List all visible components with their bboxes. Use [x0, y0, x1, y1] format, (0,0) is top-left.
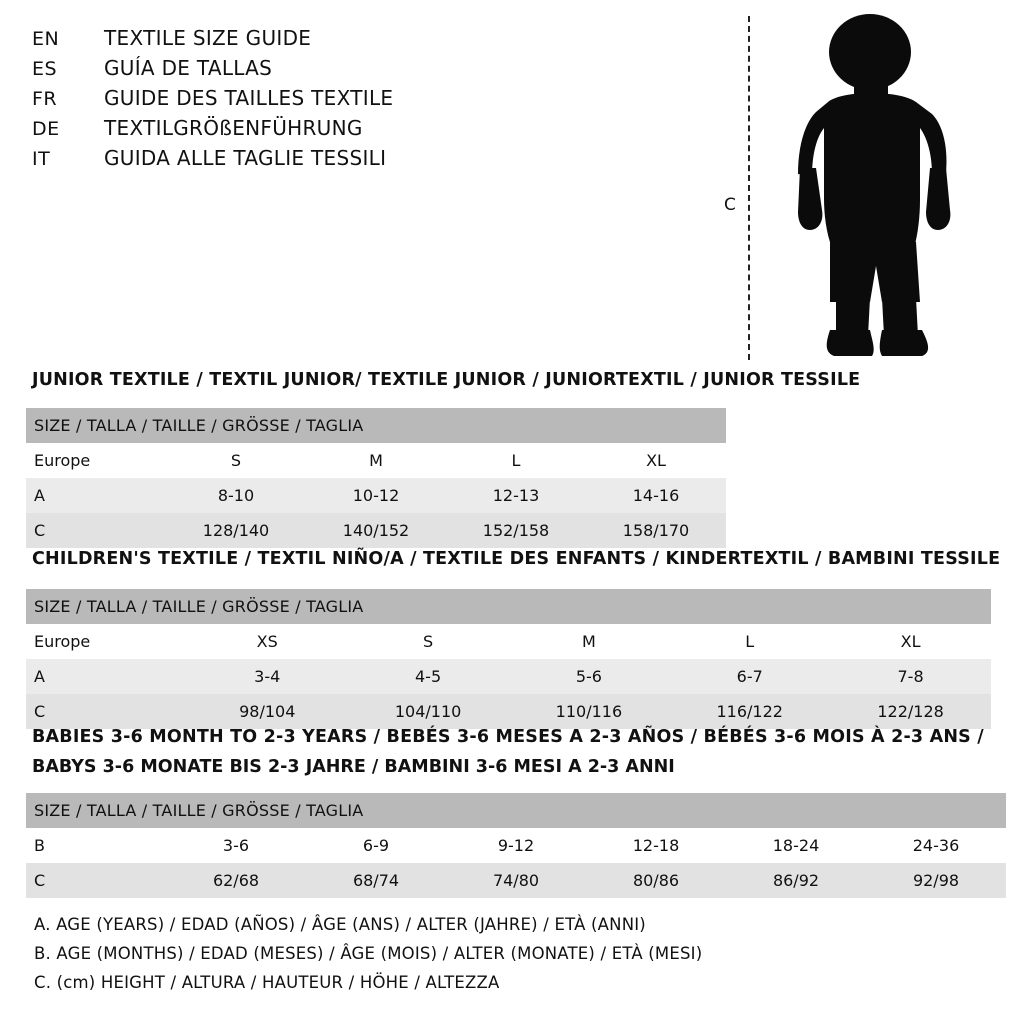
cell-value: 3-4 [187, 659, 348, 694]
row-label: B [26, 828, 166, 863]
cell-value: 86/92 [726, 863, 866, 898]
section-title-babies-line2: BABYS 3-6 MONATE BIS 2-3 JAHRE / BAMBINI 3-6 MESI A 2-3 ANNI [32, 757, 675, 777]
cell-value: 104/110 [348, 694, 509, 729]
cell-value: 5-6 [508, 659, 669, 694]
legend-line-c: C. (cm) HEIGHT / ALTURA / HAUTEUR / HÖHE / ALTEZZA [34, 973, 500, 992]
table-header-label: SIZE / TALLA / TAILLE / GRÖSSE / TAGLIA [26, 793, 1006, 828]
row-label: Europe [26, 443, 166, 478]
cell-value: 74/80 [446, 863, 586, 898]
cell-value: 12-13 [446, 478, 586, 513]
cell-value: 62/68 [166, 863, 306, 898]
cell-value: 152/158 [446, 513, 586, 548]
table-row [26, 863, 1006, 898]
row-label: Europe [26, 624, 187, 659]
cell-value: 140/152 [306, 513, 446, 548]
cell-value: 18-24 [726, 828, 866, 863]
section-title-children: CHILDREN'S TEXTILE / TEXTIL NIÑO/A / TEXTILE DES ENFANTS / KINDERTEXTIL / BAMBINI TESSILE [32, 549, 1001, 569]
cell-value: 6-9 [306, 828, 446, 863]
table-row [26, 513, 726, 548]
row-label: C [26, 513, 166, 548]
language-row [32, 26, 592, 56]
height-dashed-line [748, 16, 750, 360]
cell-value: 128/140 [166, 513, 306, 548]
language-row [32, 86, 592, 116]
cell-value: 158/170 [586, 513, 726, 548]
cell-value: 6-7 [669, 659, 830, 694]
cell-value: 12-18 [586, 828, 726, 863]
cell-value: 14-16 [586, 478, 726, 513]
language-row [32, 146, 592, 176]
cell-value: 98/104 [187, 694, 348, 729]
language-title: GUÍA DE TALLAS [104, 56, 273, 80]
cell-value: 9-12 [446, 828, 586, 863]
row-label: A [26, 478, 166, 513]
cell-value: S [348, 624, 509, 659]
language-title: GUIDA ALLE TAGLIE TESSILI [104, 146, 387, 170]
table-header-label: SIZE / TALLA / TAILLE / GRÖSSE / TAGLIA [26, 408, 726, 443]
cell-value: 80/86 [586, 863, 726, 898]
section-title-junior: JUNIOR TEXTILE / TEXTIL JUNIOR/ TEXTILE JUNIOR / JUNIORTEXTIL / JUNIOR TESSILE [32, 370, 861, 390]
section-title-babies: BABIES 3-6 MONTH TO 2-3 YEARS / BEBÉS 3-6 MESES A 2-3 AÑOS / BÉBÉS 3-6 MOIS À 2-3 ANS / [32, 727, 984, 747]
table-row [26, 694, 991, 729]
cell-value: L [446, 443, 586, 478]
language-code: ES [32, 58, 58, 80]
cell-value: 116/122 [669, 694, 830, 729]
table-row [26, 624, 991, 659]
cell-value: 10-12 [306, 478, 446, 513]
children-size-table [26, 589, 991, 729]
cell-value: 8-10 [166, 478, 306, 513]
cell-value: L [669, 624, 830, 659]
language-row [32, 56, 592, 86]
table-row [26, 659, 991, 694]
junior-size-table [26, 408, 726, 548]
cell-value: 3-6 [166, 828, 306, 863]
cell-value: 122/128 [830, 694, 991, 729]
language-code: EN [32, 28, 60, 50]
language-code: IT [32, 148, 51, 170]
language-title-block [32, 26, 592, 176]
language-title: TEXTILE SIZE GUIDE [104, 26, 312, 50]
row-label: C [26, 694, 187, 729]
table-header-row [26, 793, 1006, 828]
cell-value: M [306, 443, 446, 478]
language-title: TEXTILGRÖßENFÜHRUNG [104, 116, 363, 140]
language-row [32, 116, 592, 146]
table-header-row [26, 589, 991, 624]
table-header-label: SIZE / TALLA / TAILLE / GRÖSSE / TAGLIA [26, 589, 991, 624]
row-label: C [26, 863, 166, 898]
cell-value: S [166, 443, 306, 478]
language-code: DE [32, 118, 60, 140]
cell-value: 4-5 [348, 659, 509, 694]
language-title: GUIDE DES TAILLES TEXTILE [104, 86, 394, 110]
cell-value: 7-8 [830, 659, 991, 694]
language-code: FR [32, 88, 58, 110]
babies-size-table [26, 793, 1006, 898]
cell-value: 110/116 [508, 694, 669, 729]
legend-line-a: A. AGE (YEARS) / EDAD (AÑOS) / ÂGE (ANS) / ALTER (JAHRE) / ETÀ (ANNI) [34, 915, 646, 934]
measurement-figure [724, 10, 984, 370]
cell-value: 68/74 [306, 863, 446, 898]
table-row [26, 478, 726, 513]
table-row [26, 828, 1006, 863]
cell-value: XL [586, 443, 726, 478]
cell-value: 24-36 [866, 828, 1006, 863]
cell-value: XL [830, 624, 991, 659]
child-silhouette-icon [772, 10, 982, 362]
height-measure-label: C [724, 195, 736, 215]
legend-line-b: B. AGE (MONTHS) / EDAD (MESES) / ÂGE (MOIS) / ALTER (MONATE) / ETÀ (MESI) [34, 944, 703, 963]
cell-value: XS [187, 624, 348, 659]
table-row [26, 443, 726, 478]
table-header-row [26, 408, 726, 443]
cell-value: 92/98 [866, 863, 1006, 898]
cell-value: M [508, 624, 669, 659]
row-label: A [26, 659, 187, 694]
